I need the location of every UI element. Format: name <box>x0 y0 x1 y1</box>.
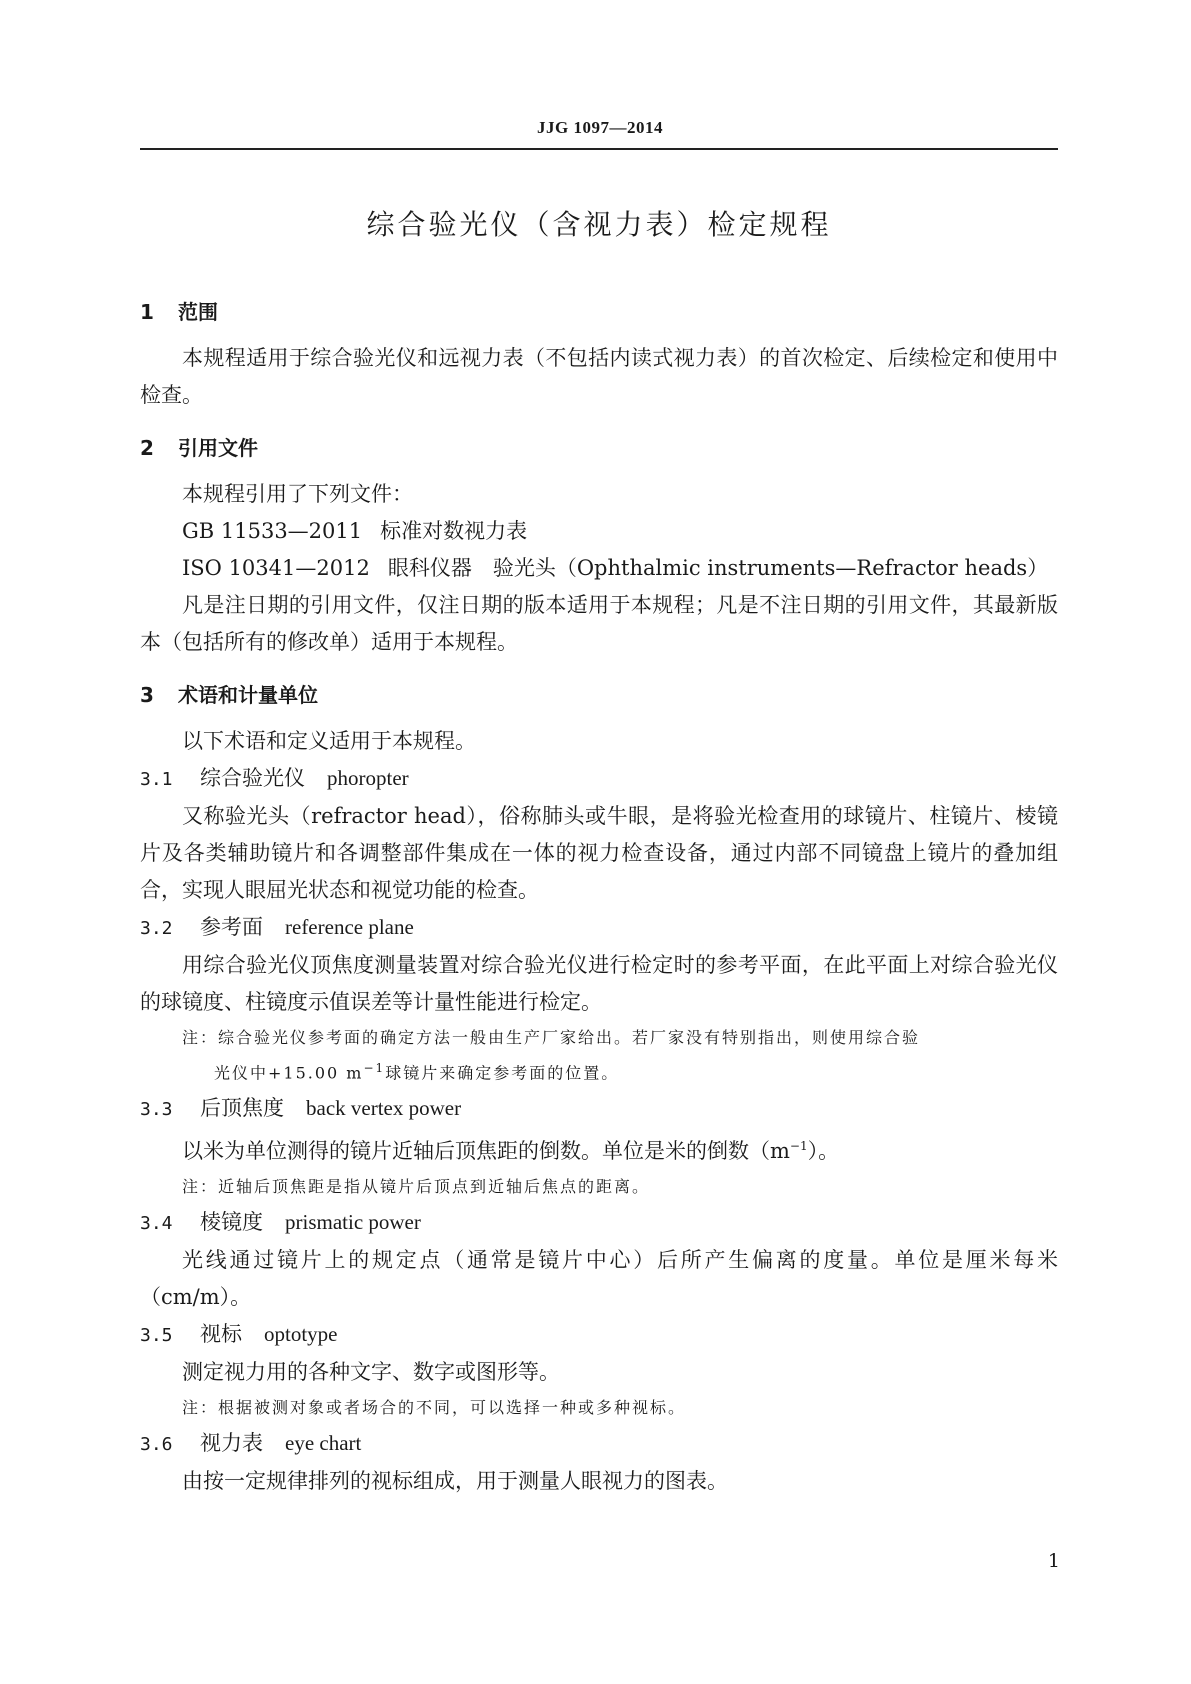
section-heading-scope <box>140 296 1058 328</box>
term-definition: 用综合验光仪顶焦度测量装置对综合验光仪进行检定时的参考平面，在此平面上对综合验光仪的球镜度、柱镜度示值误差等计量性能进行检定。 <box>140 953 1058 1014</box>
header-divider <box>140 148 1058 150</box>
term-note <box>182 1023 1058 1088</box>
term-english: optotype <box>264 1322 338 1347</box>
reference-item <box>140 513 1058 550</box>
section-title: 术语和计量单位 <box>178 683 318 707</box>
reference-title: 眼科仪器 验光头（Ophthalmic instruments—Refractor heads） <box>387 556 1049 580</box>
term-definition: 光线通过镜片上的规定点（通常是镜片中心）后所产生偏离的度量。单位是厘米每米（cm/m）。 <box>140 1248 1058 1310</box>
term-number: 3.2 <box>140 918 173 939</box>
reference-code: ISO 10341—2012 <box>182 556 370 580</box>
section-number: 2 <box>140 436 154 460</box>
note-superscript: −1 <box>363 1061 386 1075</box>
section-number: 3 <box>140 683 154 707</box>
definition-text: ）。 <box>807 1139 840 1164</box>
term-entry <box>140 1316 1058 1354</box>
term-number: 3.3 <box>140 1099 173 1121</box>
document-title: 综合验光仪（含视力表）检定规程 <box>366 208 832 241</box>
section-heading-references <box>140 432 1058 464</box>
term-chinese: 参考面 <box>200 915 263 939</box>
note-continuation <box>182 1053 1058 1088</box>
term-number: 3.5 <box>140 1325 173 1347</box>
section-title: 引用文件 <box>178 436 258 460</box>
term-note: 注：根据被测对象或者场合的不同，可以选择一种或多种视标。 <box>182 1398 687 1418</box>
definition-text: 以米为单位测得的镜片近轴后顶焦距的倒数。单位是米的倒数（m <box>182 1139 790 1164</box>
note-text: 光仪中+15.00 m <box>214 1063 364 1083</box>
term-chinese: 视力表 <box>200 1431 263 1456</box>
term-definition <box>140 1128 1058 1170</box>
references-outro: 凡是注日期的引用文件，仅注日期的版本适用于本规程；凡是不注日期的引用文件，其最新版本（包括所有的修改单）适用于本规程。 <box>140 593 1058 654</box>
scope-paragraph: 本规程适用于综合验光仪和远视力表（不包括内读式视力表）的首次检定、后续检定和使用中检查。 <box>140 346 1058 407</box>
term-chinese: 棱镜度 <box>200 1210 263 1235</box>
term-english: phoropter <box>327 766 409 790</box>
note-line: 注：综合验光仪参考面的确定方法一般由生产厂家给出。若厂家没有特别指出，则使用综合验 <box>182 1028 921 1047</box>
document-body <box>140 296 1058 1500</box>
term-english: reference plane <box>285 915 414 939</box>
term-number: 3.4 <box>140 1213 173 1235</box>
note-text: 球镜片来确定参考面的位置。 <box>385 1063 620 1083</box>
term-number: 3.1 <box>140 769 173 790</box>
terms-intro: 以下术语和定义适用于本规程。 <box>182 729 476 753</box>
page-number: 1 <box>1047 1550 1060 1572</box>
standard-code-header: JJG 1097—2014 <box>537 118 663 137</box>
term-entry <box>140 1090 1058 1128</box>
term-entry <box>140 760 1058 798</box>
section-number: 1 <box>140 300 154 324</box>
term-entry <box>140 909 1058 947</box>
term-chinese: 后顶焦度 <box>200 1096 284 1121</box>
term-definition: 又称验光头（refractor head），俗称肺头或牛眼，是将验光检查用的球镜片、柱镜片、棱镜片及各类辅助镜片和各调整部件集成在一体的视力检查设备，通过内部不同镜盘上镜片的叠加组合，实现人眼屈光状态和视觉功能的检查。 <box>140 804 1058 902</box>
term-entry <box>140 1425 1058 1463</box>
term-english: eye chart <box>285 1431 362 1456</box>
section-title: 范围 <box>178 300 218 324</box>
references-intro: 本规程引用了下列文件： <box>182 482 413 506</box>
definition-superscript: −1 <box>789 1139 808 1154</box>
term-entry <box>140 1204 1058 1242</box>
term-note: 注：近轴后顶焦距是指从镜片后顶点到近轴后焦点的距离。 <box>182 1177 651 1197</box>
term-chinese: 综合验光仪 <box>200 766 305 790</box>
term-definition: 测定视力用的各种文字、数字或图形等。 <box>182 1360 560 1385</box>
reference-item <box>140 550 1058 587</box>
reference-title: 标准对数视力表 <box>380 519 528 543</box>
term-chinese: 视标 <box>200 1322 242 1347</box>
section-heading-terms <box>140 679 1058 711</box>
term-english: prismatic power <box>285 1210 421 1235</box>
term-definition: 由按一定规律排列的视标组成，用于测量人眼视力的图表。 <box>182 1469 728 1494</box>
term-number: 3.6 <box>140 1434 173 1456</box>
term-english: back vertex power <box>306 1096 462 1121</box>
reference-code: GB 11533—2011 <box>182 519 363 543</box>
